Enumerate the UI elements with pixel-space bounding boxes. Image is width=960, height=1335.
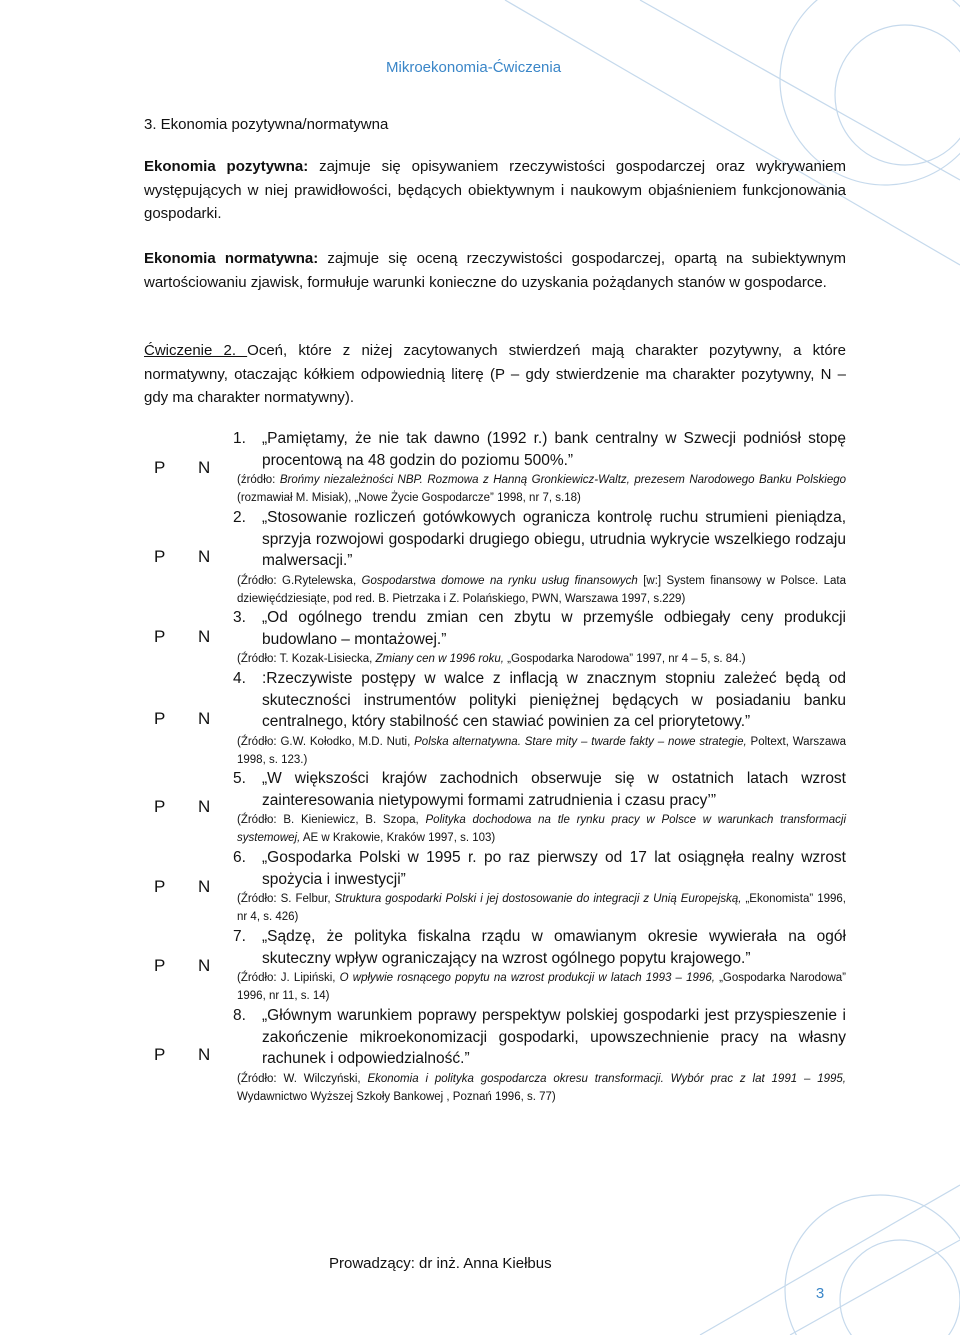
statement-text: „Stosowanie rozliczeń gotówkowych ogranicza kontrolę ruchu strumieni pieniądza, sprzyja rozwojowi gospodarki drugiego obiegu, utrudnia wykrycie wszelkiego rodzaju malwersacji.” bbox=[262, 509, 846, 569]
choice-p-2[interactable]: P bbox=[154, 547, 166, 566]
statement-number: 7. bbox=[233, 928, 246, 945]
statement-number: 1. bbox=[233, 430, 246, 447]
choice-p-6[interactable]: P bbox=[154, 877, 166, 896]
choice-n-3[interactable]: N bbox=[198, 627, 211, 646]
choice-n-8[interactable]: N bbox=[198, 1045, 211, 1064]
statement-number: 4. bbox=[233, 670, 246, 687]
statement-item bbox=[233, 507, 846, 608]
normative-economics-paragraph bbox=[144, 247, 846, 294]
choice-n-1[interactable]: N bbox=[198, 458, 211, 477]
statement-item bbox=[233, 847, 846, 926]
statement-text: „Sądzę, że polityka fiskalna rządu w omawianym okresie wywierała na ogół skuteczny wpływ ograniczający na wzrost ogólnego popytu krajowego.” bbox=[262, 928, 846, 967]
statement-number: 2. bbox=[233, 509, 246, 526]
statement-item bbox=[233, 607, 846, 668]
choice-p-8[interactable]: P bbox=[154, 1045, 166, 1064]
statement-source: (źródło: Brońmy niezależności NBP. Rozmowa z Hanną Gronkiewicz-Waltz, prezesem Narodowego Banku Polskiego (rozmawiał M. Misiak), „Nowe Życie Gospodarcze” 1998, nr 7, s.18) bbox=[237, 474, 846, 504]
choice-p-1[interactable]: P bbox=[154, 458, 166, 477]
statement-item bbox=[233, 768, 846, 847]
statement-text: :Rzeczywiste postępy w walce z inflacją w znacznym stopniu zależeć będą od skuteczności instrumentów polityki pieniężnej będących w posiadaniu banku centralnego, który stabilność cen stawiać powinien za cel priorytetowy.” bbox=[262, 670, 846, 730]
choice-p-3[interactable]: P bbox=[154, 627, 166, 646]
normative-economics-term: Ekonomia normatywna: bbox=[144, 250, 319, 267]
statement-source: (Źródło: W. Wilczyński, Ekonomia i polityka gospodarcza okresu transformacji. Wybór prac z lat 1991 – 1995, Wydawnictwo Wyższej Szkoły Bankowej , Poznań 1996, s. 77) bbox=[237, 1072, 846, 1103]
statement-text: „Pamiętamy, że nie tak dawno (1992 r.) bank centralny w Szwecji podniósł stopę procentową na 48 godzin do poziomu 500%.” bbox=[262, 430, 846, 469]
statement-number: 6. bbox=[233, 849, 246, 866]
page-number: 3 bbox=[815, 1285, 825, 1302]
choice-p-4[interactable]: P bbox=[154, 709, 166, 728]
statement-source: (Źródło: G.Rytelewska, Gospodarstwa domowe na rynku usług finansowych [w:] System finansowy w Polsce. Lata dziewięćdziesiąte, pod red. B. Pietrzaka i Z. Polańskiego, PWN, Warszawa 1997, s.229) bbox=[237, 574, 846, 605]
exercise-label: Ćwiczenie 2. bbox=[144, 342, 248, 359]
statement-source: (Źródło: G.W. Kołodko, M.D. Nuti, Polska alternatywna. Stare mity – twarde fakty – nowe strategie, Poltext, Warszawa 1998, s. 123.) bbox=[237, 735, 846, 766]
statement-text: „W większości krajów zachodnich obserwuje się w ostatnich latach wzrost zainteresowania nietypowymi formami zatrudnienia i czasu pracy’” bbox=[262, 770, 846, 809]
statement-item bbox=[233, 1005, 846, 1106]
statement-source: (Źródło: T. Kozak-Lisiecka, Zmiany cen w 1996 roku, „Gospodarka Narodowa” 1997, nr 4 – 5, s. 84.) bbox=[237, 653, 746, 665]
statement-text: „Gospodarka Polski w 1995 r. po raz pierwszy od 17 lat osiągnęła realny wzrost spożycia i inwestycji” bbox=[262, 849, 846, 888]
normative-economics-definition: zajmuje się oceną rzeczywistości gospodarczej, opartą na subiektywnym wartościowaniu zjawisk, formułuje warunki konieczne do uzyskania pożądanych stanów w gospodarce. bbox=[144, 250, 846, 291]
statement-source: (Źródło: S. Felbur, Struktura gospodarki Polski i jej dostosowanie do integracji z Unią Europejską, „Ekonomista” 1996, nr 4, s. 426) bbox=[237, 893, 846, 923]
statement-text: „Głównym warunkiem poprawy perspektyw polskiej gospodarki jest przyspieszenie i zakończenie mikroekonomizacji gospodarki, upowszechnienie pracy na własny rachunek i odpowiedzialność.” bbox=[262, 1007, 846, 1067]
statement-item bbox=[233, 926, 846, 1005]
choice-n-5[interactable]: N bbox=[198, 797, 211, 816]
statement-number: 8. bbox=[233, 1007, 246, 1024]
choice-n-4[interactable]: N bbox=[198, 709, 211, 728]
statement-number: 5. bbox=[233, 770, 246, 787]
statement-source: (Źródło: B. Kieniewicz, B. Szopa, Polityka dochodowa na tle rynku pracy w Polsce w warunkach transformacji systemowej, AE w Krakowie, Kraków 1997, s. 103) bbox=[237, 814, 846, 844]
statement-item bbox=[233, 428, 846, 507]
choice-p-5[interactable]: P bbox=[154, 797, 166, 816]
choice-n-2[interactable]: N bbox=[198, 547, 211, 566]
exercise-instruction bbox=[144, 339, 846, 410]
header-title: Mikroekonomia-Ćwiczenia bbox=[386, 59, 562, 76]
positive-economics-definition: zajmuje się opisywaniem rzeczywistości gospodarczej oraz wykrywaniem występujących w niej prawidłowości, będących obiektywnym i naukowym objaśnieniem funkcjonowania gospodarki. bbox=[144, 158, 846, 222]
footer-lecturer: Prowadzący: dr inż. Anna Kiełbus bbox=[329, 1255, 552, 1272]
statement-text: „Od ogólnego trendu zmian cen zbytu w przemyśle odbiegały ceny produkcji budowlano – montażowej.” bbox=[262, 609, 846, 648]
statement-number: 3. bbox=[233, 609, 246, 626]
positive-economics-paragraph bbox=[144, 155, 846, 226]
choice-p-7[interactable]: P bbox=[154, 956, 166, 975]
positive-economics-term: Ekonomia pozytywna: bbox=[144, 158, 309, 175]
exercise-text: Oceń, które z niżej zacytowanych stwierdzeń mają charakter pozytywny, a które normatywny, otaczając kółkiem odpowiednią literę (P – gdy stwierdzenie ma charakter pozytywny, N – gdy ma charakter normatywny). bbox=[144, 342, 847, 406]
statement-item bbox=[233, 668, 846, 769]
choice-n-6[interactable]: N bbox=[198, 877, 211, 896]
statement-source: (Źródło: J. Lipiński, O wpływie rosnącego popytu na wzrost produkcji w latach 1993 – 1996, „Gospodarka Narodowa” 1996, nr 11, s. 14) bbox=[237, 972, 846, 1002]
section-title: 3. Ekonomia pozytywna/normatywna bbox=[144, 116, 389, 133]
choice-n-7[interactable]: N bbox=[198, 956, 211, 975]
